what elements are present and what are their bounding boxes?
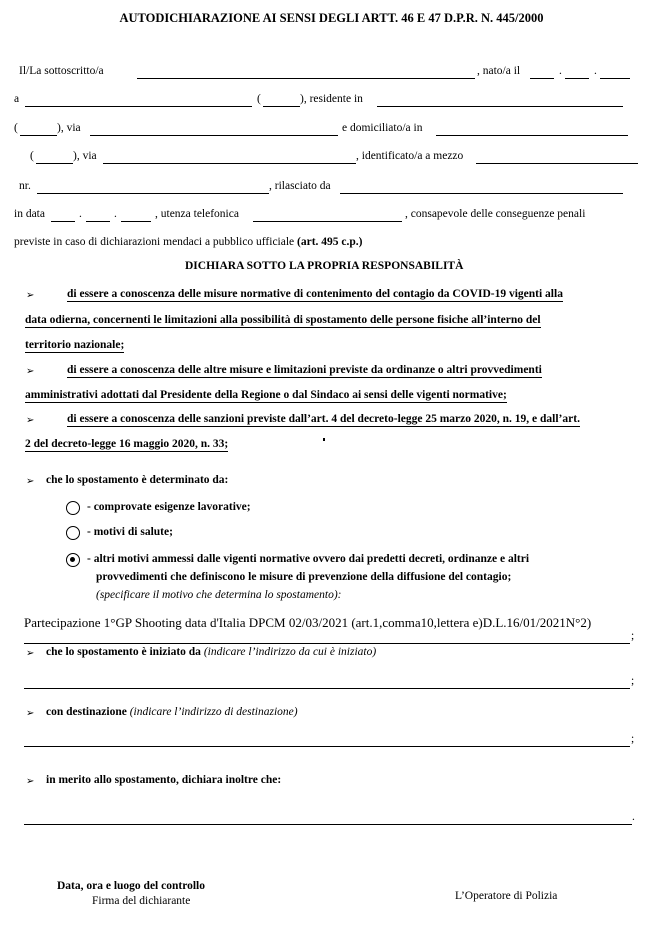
arrow-bullet-icon: ➢ (26, 708, 35, 719)
dot: . (114, 208, 117, 220)
input-nato-mese[interactable] (565, 78, 589, 79)
option-salute-label: - motivi di salute; (87, 526, 173, 538)
input-domicilio[interactable] (436, 135, 628, 136)
option-lavorative-label: - comprovate esigenze lavorative; (87, 501, 251, 513)
input-data-mese[interactable] (86, 221, 110, 222)
operatore-label: L’Operatore di Polizia (455, 890, 558, 902)
input-rilasciato-da[interactable] (340, 193, 623, 194)
arrow-bullet-icon: ➢ (26, 776, 35, 787)
dot: . (559, 65, 562, 77)
arrow-bullet-icon: ➢ (26, 648, 35, 659)
radio-altri-motivi[interactable] (66, 553, 80, 567)
statement-2-line-2 (25, 389, 507, 401)
label-nr: nr. (19, 180, 31, 192)
art495: (art. 495 c.p.) (297, 236, 363, 248)
semicolon: ; (631, 630, 635, 642)
merito-label: in merito allo spostamento, dichiara inoltre che: (46, 774, 282, 786)
motivo-input[interactable] (24, 614, 630, 632)
input-prov-residenza[interactable] (20, 135, 57, 136)
input-documento[interactable] (476, 163, 638, 164)
dichiara-heading: DICHIARA SOTTO LA PROPRIA RESPONSABILITÀ (185, 260, 464, 272)
option-altri-label: - altri motivi ammessi dalle vigenti normative ovvero dai predetti decreti, ordinanze e altri (87, 553, 530, 565)
input-prov-domicilio[interactable] (36, 163, 73, 164)
statement-text: di essere a conoscenza delle misure normative di contenimento del contagio da COVID-19 vigenti alla (67, 288, 563, 300)
input-residenza[interactable] (377, 106, 623, 107)
statement-3-line-1 (67, 413, 580, 425)
input-numero-documento[interactable] (37, 193, 269, 194)
statement-text: data odierna, concernenti le limitazioni alla possibilità di spostamento delle persone fisiche all’interno del (25, 314, 541, 326)
label-sottoscritto: Il/La sottoscritto/a (19, 65, 104, 77)
paren-open: ( (257, 93, 261, 105)
firma-label: Firma del dichiarante (92, 895, 191, 907)
dot: . (594, 65, 597, 77)
input-nome[interactable] (137, 78, 475, 79)
statement-text: territorio nazionale; (25, 339, 125, 351)
destinazione-hint: (indicare l’indirizzo di destinazione) (129, 706, 298, 718)
input-via-domicilio[interactable] (103, 163, 356, 164)
radio-salute[interactable] (66, 526, 80, 540)
input-luogo-nascita[interactable] (25, 106, 252, 107)
motivo-underline (24, 643, 630, 644)
radio-lavorative[interactable] (66, 501, 80, 515)
input-telefono[interactable] (253, 221, 402, 222)
statement-1-line-1 (67, 288, 563, 300)
paren-open: ( (14, 122, 18, 134)
statement-1-line-3 (25, 339, 124, 351)
label-nato: , nato/a il (477, 65, 521, 77)
label-consapevole: , consapevole delle conseguenze penali (405, 208, 586, 220)
input-data-anno[interactable] (121, 221, 151, 222)
arrow-bullet-icon: ➢ (26, 415, 35, 426)
stray-mark (323, 438, 325, 441)
specify-hint: (specificare il motivo che determina lo spostamento): (96, 589, 342, 601)
spostamento-heading: che lo spostamento è determinato da: (46, 474, 229, 486)
destinazione-text: con destinazione (46, 706, 127, 718)
label-domiciliato: e domiciliato/a in (342, 122, 423, 134)
statement-2-line-1 (67, 364, 542, 376)
statement-text: di essere a conoscenza delle sanzioni previste dall’art. 4 del decreto-legge 25 marzo 2020, n. 19, e dall’art. (67, 413, 580, 425)
statement-3-line-2 (25, 438, 228, 450)
label-residente: ), residente in (300, 93, 363, 105)
label-a: a (14, 93, 20, 105)
paren-open: ( (30, 150, 34, 162)
arrow-bullet-icon: ➢ (26, 366, 35, 377)
arrow-bullet-icon: ➢ (26, 290, 35, 301)
input-nato-anno[interactable] (600, 78, 630, 79)
label-via: ), via (57, 122, 81, 134)
label-in-data: in data (14, 208, 45, 220)
statement-text: amministrativi adottati dal Presidente della Regione o dal Sindaco ai sensi delle vigenti normative; (25, 389, 507, 401)
period: . (632, 811, 635, 823)
label-utenza: , utenza telefonica (155, 208, 239, 220)
statement-text: 2 del decreto-legge 16 maggio 2020, n. 33; (25, 438, 229, 450)
input-prov-nascita[interactable] (263, 106, 300, 107)
previste-text: previste in caso di dichiarazioni mendaci a pubblico ufficiale (14, 236, 295, 248)
label-via: ), via (73, 150, 97, 162)
statement-1-line-2 (25, 314, 541, 326)
option-altri-label-2: provvedimenti che definiscono le misure di prevenzione della diffusione del contagio; (96, 571, 512, 583)
input-iniziato[interactable] (24, 688, 630, 689)
input-nato-giorno[interactable] (530, 78, 554, 79)
dot: . (79, 208, 82, 220)
destinazione-label (46, 706, 298, 718)
semicolon: ; (631, 675, 635, 687)
data-luogo-label: Data, ora e luogo del controllo (57, 880, 205, 892)
page-title: AUTODICHIARAZIONE AI SENSI DEGLI ARTT. 46 E 47 D.P.R. N. 445/2000 (119, 11, 544, 25)
input-via-residenza[interactable] (90, 135, 338, 136)
label-previste (14, 236, 363, 248)
arrow-bullet-icon: ➢ (26, 476, 35, 487)
iniziato-hint: (indicare l’indirizzo da cui è iniziato) (203, 646, 377, 658)
label-rilasciato: , rilasciato da (269, 180, 331, 192)
semicolon: ; (631, 733, 635, 745)
iniziato-text: che lo spostamento è iniziato da (46, 646, 201, 658)
input-destinazione[interactable] (24, 746, 630, 747)
statement-text: di essere a conoscenza delle altre misure e limitazioni previste da ordinanze o altri provvedimenti (67, 364, 542, 376)
label-identificato: , identificato/a a mezzo (356, 150, 464, 162)
input-data-giorno[interactable] (51, 221, 75, 222)
iniziato-label (46, 646, 376, 658)
input-dichiarazioni[interactable] (24, 824, 632, 825)
